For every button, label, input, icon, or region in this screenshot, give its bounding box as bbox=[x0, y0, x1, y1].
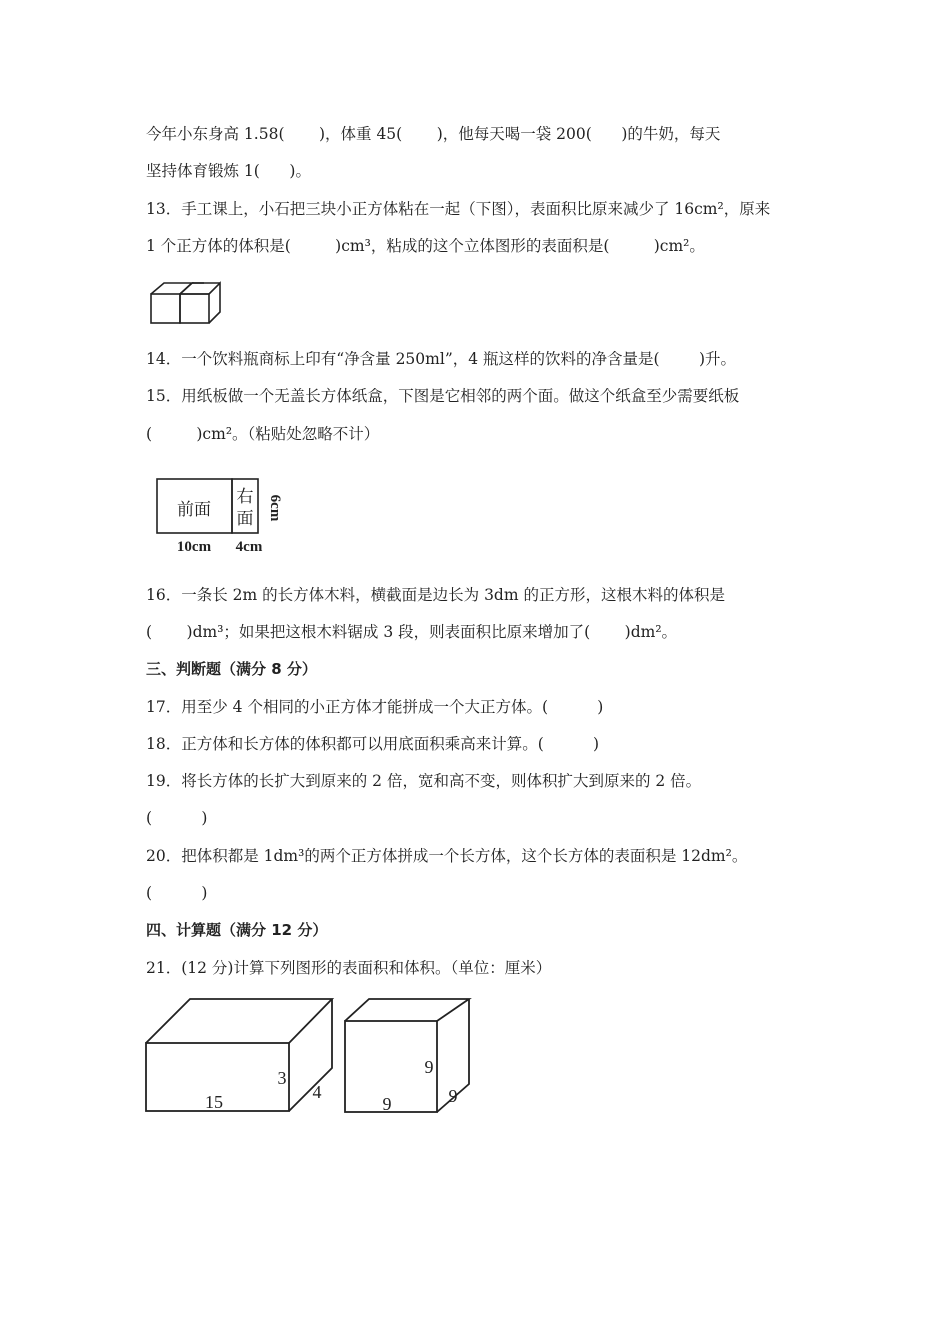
cuboid-height-label: 3 bbox=[277, 1068, 287, 1088]
q18-line1: 18．正方体和长方体的体积都可以用底面积乘高来计算。( ) bbox=[146, 735, 600, 753]
section3-heading: 三、判断题（满分 8 分） bbox=[146, 660, 317, 678]
cuboid-width-label: 4 bbox=[312, 1082, 322, 1102]
right-face-label-bottom: 面 bbox=[236, 509, 254, 529]
q19-line2: ( ) bbox=[146, 809, 208, 827]
q13-cube-figure bbox=[148, 279, 223, 325]
q21-cube-figure bbox=[343, 996, 473, 1114]
q12-line1: 今年小东身高 1.58( )，体重 45( )，他每天喝一袋 200( )的牛奶，每天 bbox=[146, 125, 721, 143]
q15-line1: 15．用纸板做一个无盖长方体纸盒，下图是它相邻的两个面。做这个纸盒至少需要纸板 bbox=[146, 387, 740, 405]
q15-line2: ( )cm²。（粘贴处忽略不计） bbox=[146, 425, 380, 443]
q15-face-figure bbox=[156, 478, 286, 558]
cube-height-label: 9 bbox=[424, 1057, 434, 1077]
cube-front-edge-label: 9 bbox=[382, 1094, 392, 1114]
q13-line1: 13．手工课上，小石把三块小正方体粘在一起（下图），表面积比原来减少了 16cm²，原来 bbox=[146, 200, 771, 218]
q17-line1: 17．用至少 4 个相同的小正方体才能拼成一个大正方体。( ) bbox=[146, 698, 604, 716]
q21-cuboid-figure bbox=[144, 996, 334, 1114]
q20-line1: 20．把体积都是 1dm³的两个正方体拼成一个长方体，这个长方体的表面积是 12dm²。 bbox=[146, 847, 748, 865]
q12-line2: 坚持体育锻炼 1( )。 bbox=[146, 162, 311, 180]
q16-line1: 16．一条长 2m 的长方体木料，横截面是边长为 3dm 的正方形，这根木料的体积是 bbox=[146, 586, 725, 604]
cube-depth-label: 9 bbox=[448, 1086, 458, 1106]
section4-heading: 四、计算题（满分 12 分） bbox=[146, 921, 328, 939]
q19-line1: 19．将长方体的长扩大到原来的 2 倍，宽和高不变，则体积扩大到原来的 2 倍。 bbox=[146, 772, 702, 790]
height-label: 6cm bbox=[267, 494, 283, 522]
q14-line1: 14．一个饮料瓶商标上印有“净含量 250ml”，4 瓶这样的饮料的净含量是( )升。 bbox=[146, 350, 737, 368]
q20-line2: ( ) bbox=[146, 884, 208, 902]
q16-line2: ( )dm³；如果把这根木料锯成 3 段，则表面积比原来增加了( )dm²。 bbox=[146, 623, 678, 641]
cuboid-length-label: 15 bbox=[205, 1092, 223, 1112]
right-width-label: 4cm bbox=[235, 539, 263, 555]
q13-line2: 1 个正方体的体积是( )cm³，粘成的这个立体图形的表面积是( )cm²。 bbox=[146, 237, 705, 255]
right-face-label-top: 右 bbox=[236, 487, 254, 507]
q21-line1: 21．(12 分)计算下列图形的表面积和体积。（单位：厘米） bbox=[146, 959, 552, 977]
front-face-label: 前面 bbox=[177, 500, 211, 520]
front-width-label: 10cm bbox=[176, 539, 212, 555]
